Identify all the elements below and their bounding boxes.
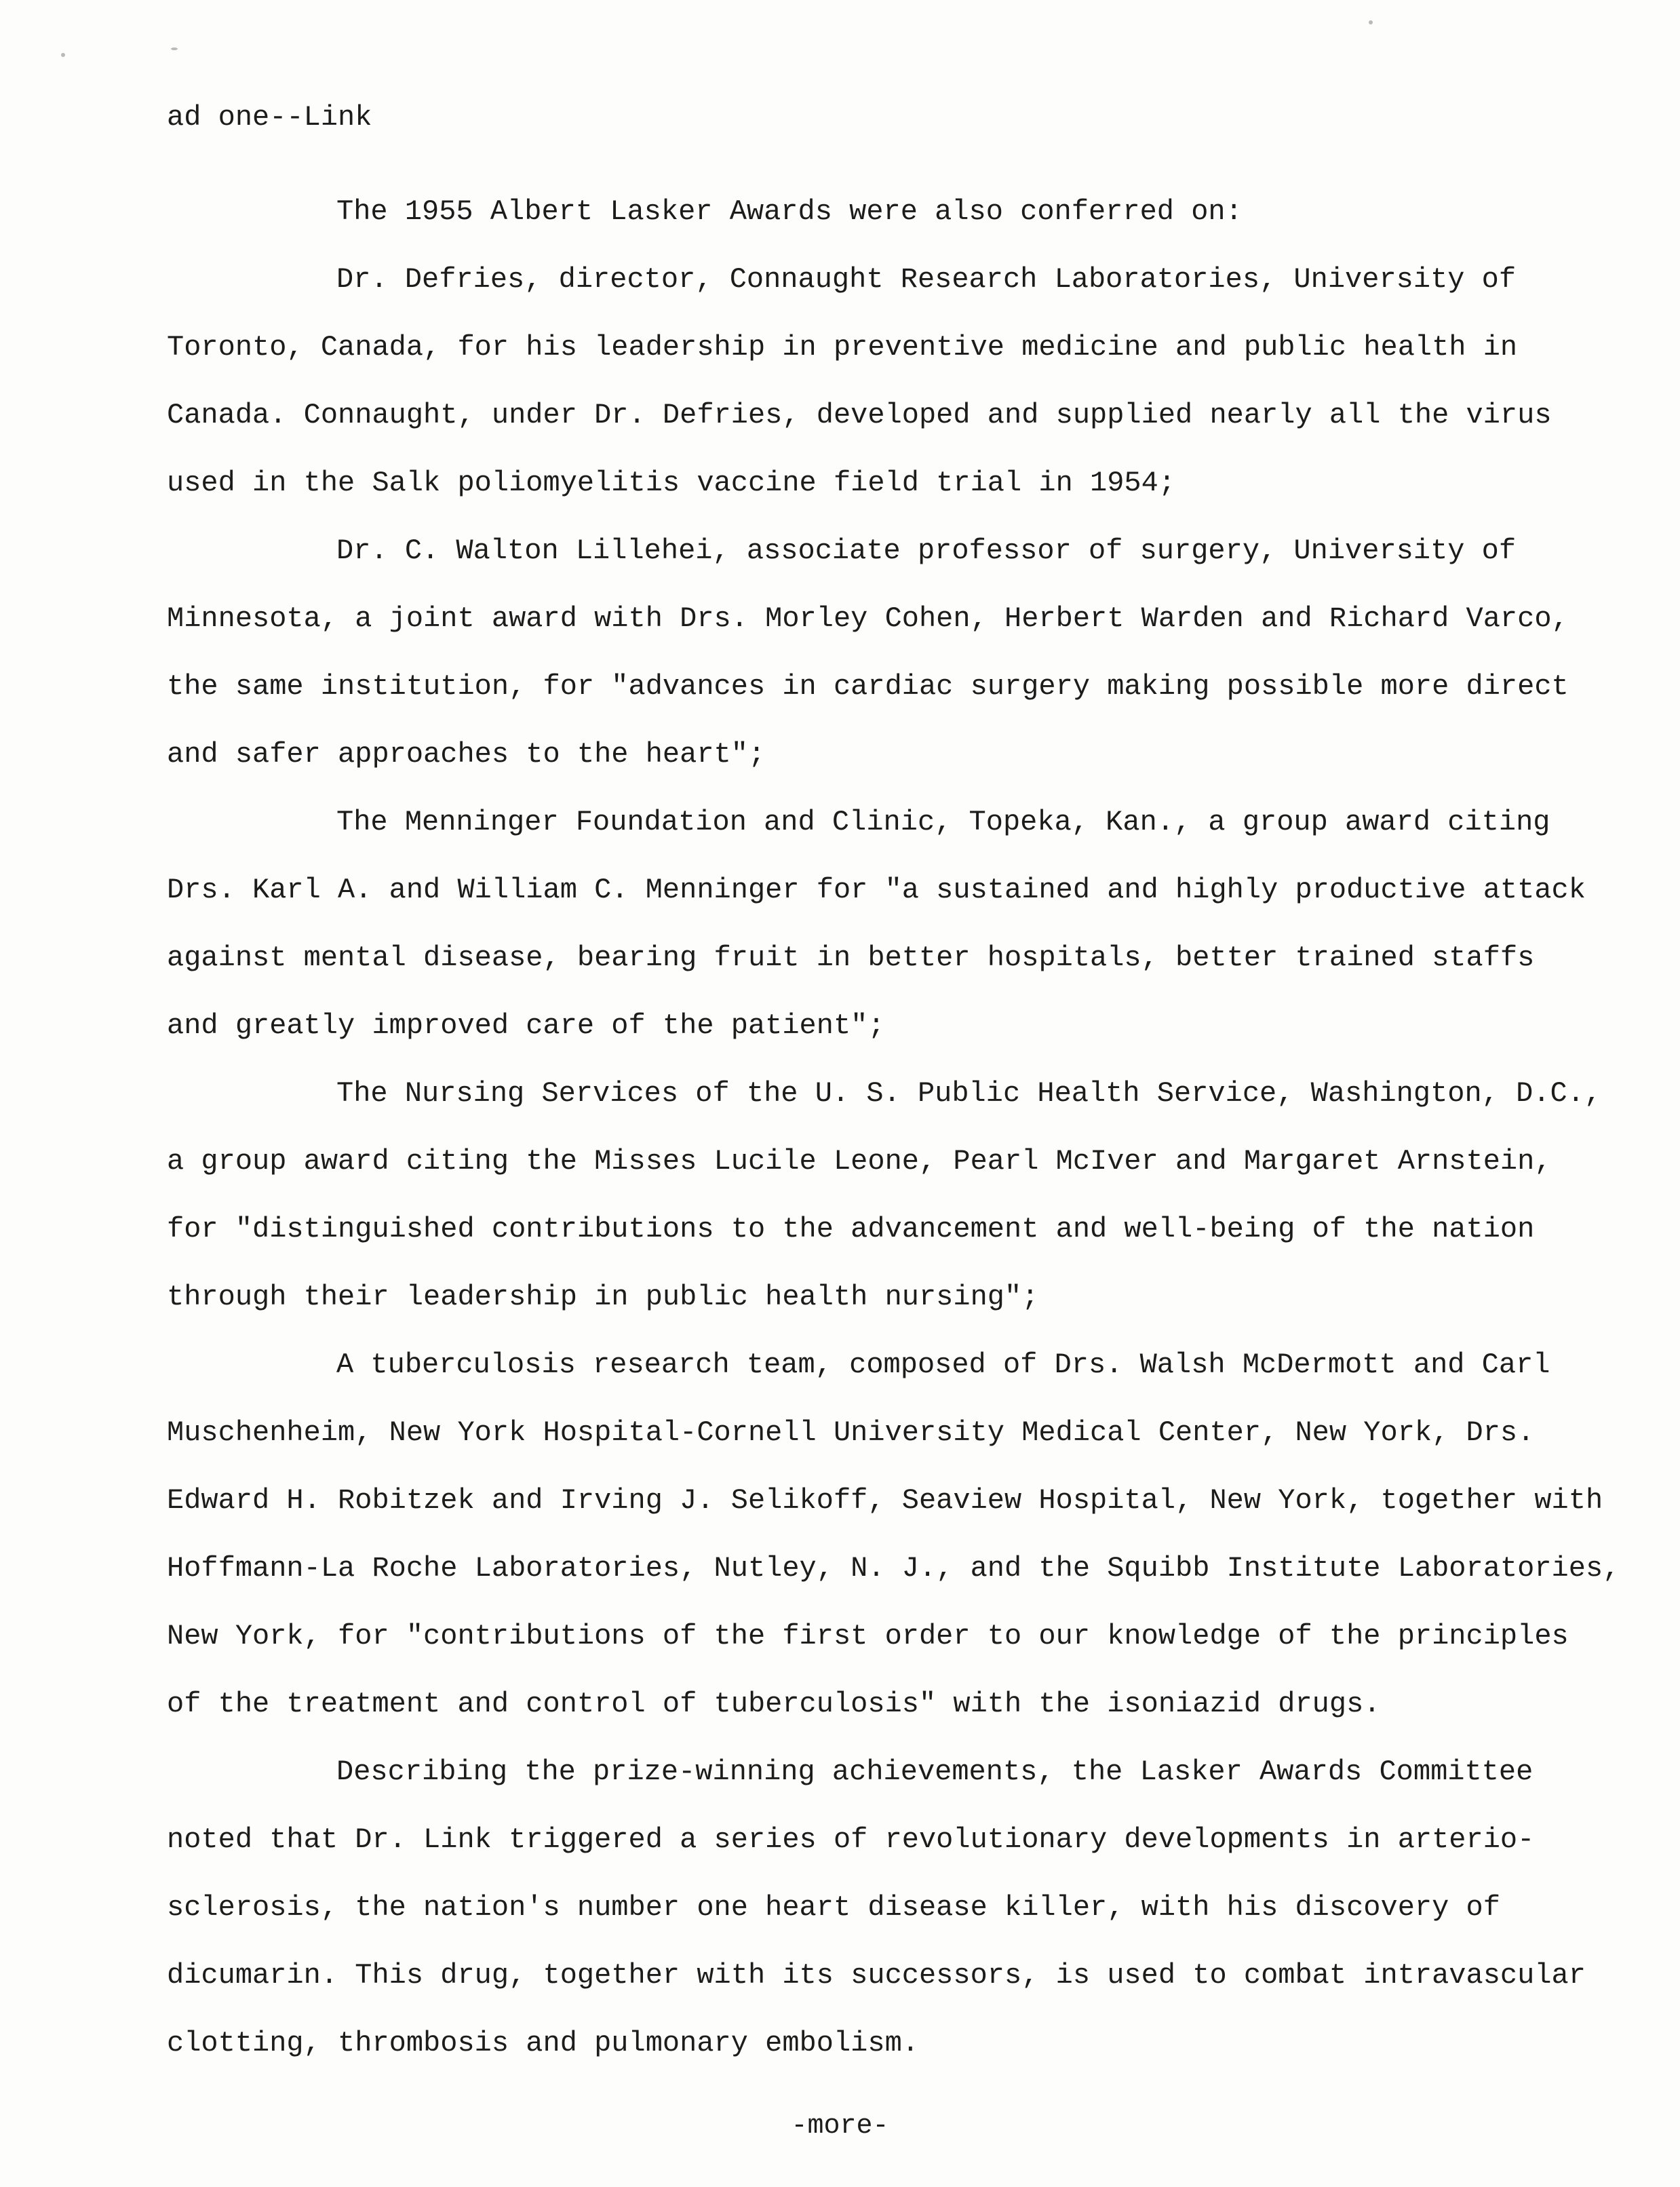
paragraph-4-line-1: The Menninger Foundation and Clinic, Topeka, Kan., a group award citing [336, 806, 1550, 838]
paragraph-4-line-2: Drs. Karl A. and William C. Menninger for "a sustained and highly productive attack [167, 874, 1586, 906]
paragraph-6-line-1: A tuberculosis research team, composed of Drs. Walsh McDermott and Carl [336, 1349, 1550, 1381]
paragraph-5-line-2: a group award citing the Misses Lucile Leone, Pearl McIver and Margaret Arnstein, [167, 1145, 1552, 1178]
paragraph-3-line-4: and safer approaches to the heart"; [167, 738, 766, 771]
paragraph-7-line-3: sclerosis, the nation's number one heart disease killer, with his discovery of [167, 1891, 1500, 1924]
page-header: ad one--Link [167, 101, 372, 134]
paragraph-5-line-1: The Nursing Services of the U. S. Public Health Service, Washington, D.C., [336, 1077, 1602, 1110]
paragraph-6-line-3: Edward H. Robitzek and Irving J. Selikoff, Seaview Hospital, New York, together with [167, 1484, 1603, 1517]
paragraph-6-line-6: of the treatment and control of tuberculosis" with the isoniazid drugs. [167, 1688, 1381, 1720]
paragraph-7-line-1: Describing the prize-winning achievements, the Lasker Awards Committee [336, 1756, 1534, 1788]
paragraph-5-line-4: through their leadership in public health nursing"; [167, 1281, 1039, 1313]
paragraph-5-line-3: for "distinguished contributions to the advancement and well-being of the nation [167, 1213, 1535, 1245]
paragraph-2-line-4: used in the Salk poliomyelitis vaccine field trial in 1954; [167, 467, 1176, 499]
paragraph-3-line-2: Minnesota, a joint award with Drs. Morley Cohen, Herbert Warden and Richard Varco, [167, 602, 1569, 635]
paragraph-7-line-4: dicumarin. This drug, together with its successors, is used to combat intravascular [167, 1959, 1586, 1992]
paragraph-7-line-5: clotting, thrombosis and pulmonary embolism. [167, 2027, 919, 2059]
paper-speck [1369, 20, 1373, 24]
paragraph-6-line-2: Muschenheim, New York Hospital-Cornell University Medical Center, New York, Drs. [167, 1416, 1535, 1449]
paper-speck [171, 47, 178, 50]
paper-speck [61, 53, 65, 57]
page-footer-more: -more- [791, 2111, 889, 2142]
paragraph-6-line-4: Hoffmann-La Roche Laboratories, Nutley, N. J., and the Squibb Institute Laboratories, [167, 1552, 1620, 1585]
paragraph-3-line-3: the same institution, for "advances in cardiac surgery making possible more direct [167, 670, 1569, 703]
paragraph-2-line-1: Dr. Defries, director, Connaught Research Laboratories, University of [336, 263, 1517, 296]
paragraph-4-line-4: and greatly improved care of the patient"; [167, 1009, 885, 1042]
paragraph-7-line-2: noted that Dr. Link triggered a series of revolutionary developments in arterio- [167, 1823, 1535, 1856]
paragraph-6-line-5: New York, for "contributions of the first order to our knowledge of the principles [167, 1620, 1569, 1652]
paragraph-3-line-1: Dr. C. Walton Lillehei, associate professor of surgery, University of [336, 535, 1517, 567]
document-body [167, 178, 1632, 2077]
paragraph-4-line-3: against mental disease, bearing fruit in better hospitals, better trained staffs [167, 942, 1535, 974]
paragraph-2-line-2: Toronto, Canada, for his leadership in preventive medicine and public health in [167, 331, 1518, 364]
paragraph-2-line-3: Canada. Connaught, under Dr. Defries, developed and supplied nearly all the virus [167, 399, 1552, 431]
paragraph-1-line-1: The 1955 Albert Lasker Awards were also conferred on: [336, 195, 1243, 228]
